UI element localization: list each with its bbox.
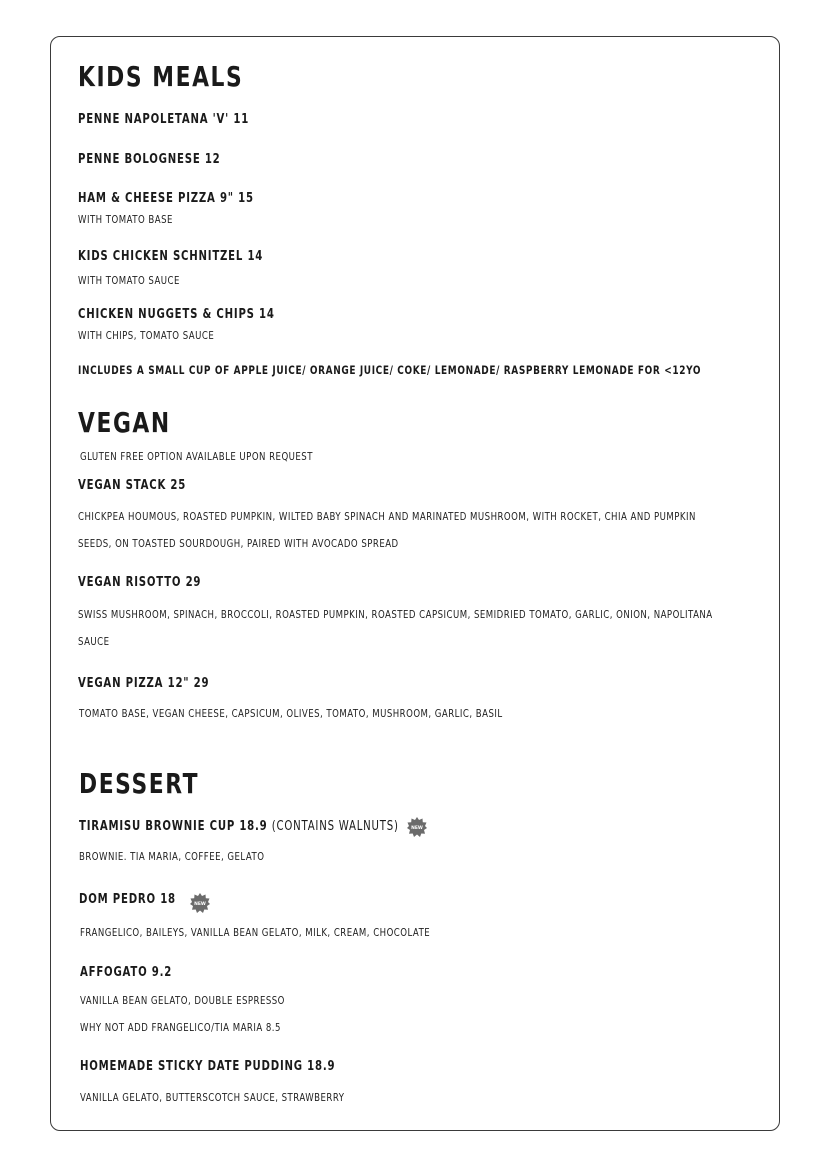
menu-item-description: VANILLA BEAN GELATO, DOUBLE ESPRESSO (80, 994, 285, 1007)
menu-item-name: AFFOGATO 9.2 (80, 965, 173, 980)
menu-item-name: HOMEMADE STICKY DATE PUDDING 18.9 (80, 1059, 336, 1074)
menu-item-name: VEGAN RISOTTO 29 (78, 575, 202, 590)
menu-item-description: CHICKPEA HOUMOUS, ROASTED PUMPKIN, WILTED BABY SPINACH AND MARINATED MUSHROOM, WITH ROCKET, CHIA AND PUMPKIN (78, 510, 696, 523)
menu-item-name: HAM & CHEESE PIZZA 9" 15 (78, 191, 254, 206)
menu-item-description: BROWNIE. TIA MARIA, COFFEE, GELATO (79, 850, 265, 863)
section-title-kids: KIDS MEALS (78, 60, 244, 93)
menu-item-extra: (CONTAINS WALNUTS) (271, 819, 399, 834)
menu-item-description: VANILLA GELATO, BUTTERSCOTCH SAUCE, STRAWBERRY (80, 1091, 345, 1104)
menu-item-description: TOMATO BASE, VEGAN CHEESE, CAPSICUM, OLIVES, TOMATO, MUSHROOM, GARLIC, BASIL (79, 707, 503, 720)
menu-item-description: WITH TOMATO SAUCE (78, 274, 180, 287)
menu-item-name: VEGAN PIZZA 12" 29 (78, 676, 210, 691)
menu-item-description: SAUCE (78, 635, 110, 648)
menu-item-description: WITH CHIPS, TOMATO SAUCE (78, 329, 215, 342)
menu-item-description: SWISS MUSHROOM, SPINACH, BROCCOLI, ROASTED PUMPKIN, ROASTED CAPSICUM, SEMIDRIED TOMATO, GARLIC, ONION, NAPOLITANA (78, 608, 713, 621)
menu-item-name: DOM PEDRO 18 (79, 892, 176, 907)
menu-item-name: KIDS CHICKEN SCHNITZEL 14 (78, 249, 264, 264)
menu-item-description: WITH TOMATO BASE (78, 213, 173, 226)
new-badge-icon (407, 817, 427, 837)
menu-item-name: VEGAN STACK 25 (78, 478, 187, 493)
menu-item-description: FRANGELICO, BAILEYS, VANILLA BEAN GELATO, MILK, CREAM, CHOCOLATE (80, 926, 431, 939)
menu-item-name: CHICKEN NUGGETS & CHIPS 14 (78, 307, 275, 322)
new-badge-label: NEW (411, 826, 423, 831)
section-title-vegan: VEGAN (78, 406, 171, 439)
menu-item-description: SEEDS, ON TOASTED SOURDOUGH, PAIRED WITH AVOCADO SPREAD (78, 537, 399, 550)
menu-item-name: PENNE NAPOLETANA 'V' 11 (78, 112, 250, 127)
kids-drink-note: INCLUDES A SMALL CUP OF APPLE JUICE/ ORANGE JUICE/ COKE/ LEMONADE/ RASPBERRY LEMONADE FOR <12YO (78, 363, 702, 377)
menu-item-description: WHY NOT ADD FRANGELICO/TIA MARIA 8.5 (80, 1021, 281, 1034)
menu-item-name: PENNE BOLOGNESE 12 (78, 152, 221, 167)
menu-item-name (79, 819, 399, 834)
section-title-dessert: DESSERT (79, 767, 200, 800)
menu-item-title: TIRAMISU BROWNIE CUP 18.9 (79, 819, 268, 834)
vegan-subtitle: GLUTEN FREE OPTION AVAILABLE UPON REQUEST (80, 450, 313, 463)
new-badge-icon (190, 893, 210, 913)
new-badge-label: NEW (194, 902, 206, 907)
